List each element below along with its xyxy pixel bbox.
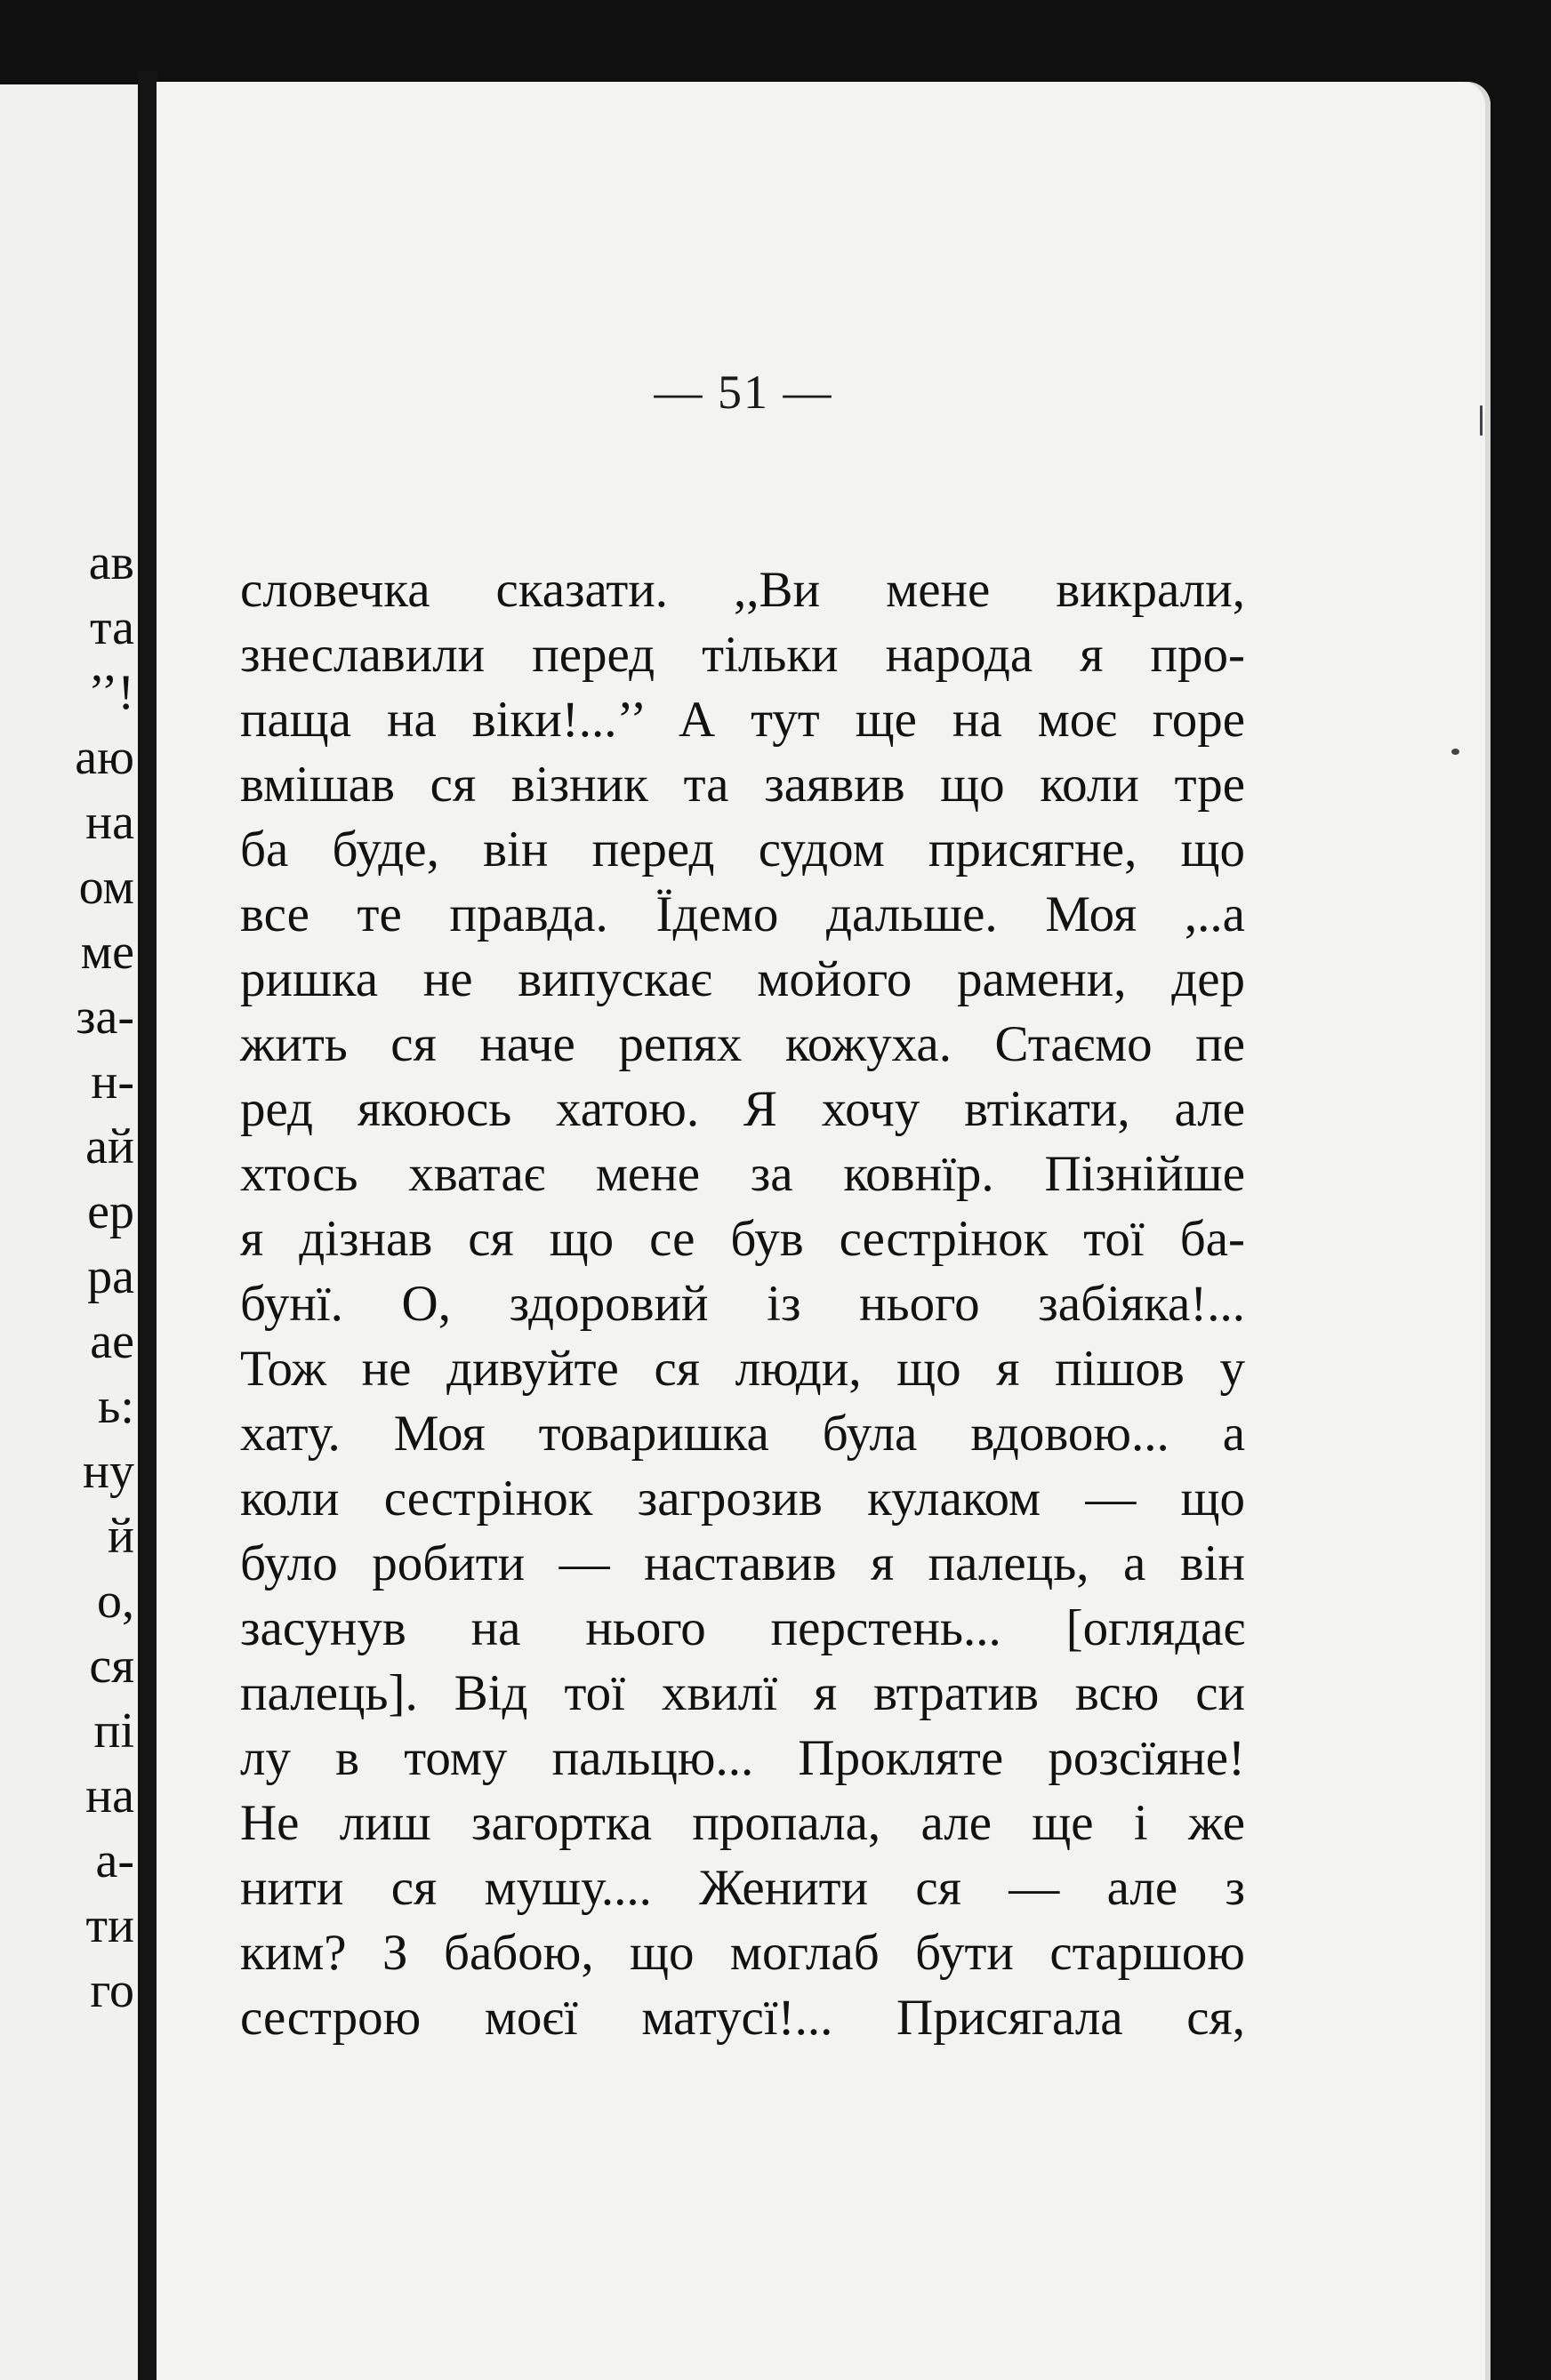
text-line: хтось хватає мене за ковнїр. Пізнійше <box>240 1146 1245 1202</box>
left-page-fragment <box>0 84 138 2380</box>
left-page-line: ай <box>85 1119 134 1174</box>
left-page-line: ра <box>87 1249 134 1304</box>
left-page-line: й <box>108 1509 134 1564</box>
left-page-line: ’’! <box>88 665 134 720</box>
left-page-line: ае <box>90 1314 134 1369</box>
left-page-line: а- <box>95 1833 134 1888</box>
left-page-line: ь: <box>97 1379 134 1434</box>
text-line: хату. Моя товаришка була вдовою... а <box>240 1406 1245 1462</box>
text-line: нити ся мушу.... Женити ся — але з <box>240 1860 1245 1916</box>
text-line: паща на віки!...’’ А тут ще на моє горе <box>240 692 1245 748</box>
text-line: засунув на нього перстень... [оглядає <box>240 1600 1245 1656</box>
page-body-text <box>240 557 1245 2050</box>
left-page-line: на <box>85 1768 134 1823</box>
book-page <box>157 82 1491 2380</box>
left-page-text <box>0 84 138 2380</box>
left-page-line: за- <box>76 990 134 1045</box>
left-page-line: аю <box>75 730 134 785</box>
text-line: бунї. О, здоровий із нього забіяка!... <box>240 1276 1245 1332</box>
text-line: все те правда. Їдемо дальше. Моя ,..а <box>240 886 1245 942</box>
left-page-line: го <box>90 1963 134 2018</box>
text-line: ба буде, він перед судом присягне, що <box>240 821 1245 877</box>
left-page-line: ом <box>78 860 134 915</box>
text-line: ришка не випускає мойого рамени, дер <box>240 951 1245 1007</box>
text-line: палець]. Від тої хвилї я втратив всю си <box>240 1665 1245 1721</box>
text-line: вмішав ся візник та заявив що коли тре <box>240 757 1245 813</box>
text-line: лу в тому пальцю... Прокляте розсїяне! <box>240 1730 1245 1786</box>
text-line: я дізнав ся що се був сестрінок тої ба- <box>240 1211 1245 1267</box>
text-line: сестрою моєї матусї!... Присягала ся, <box>240 1990 1245 2046</box>
page-number: — 51 — <box>654 365 833 419</box>
left-page-line: ну <box>83 1444 134 1499</box>
text-line: Тож не дивуйте ся люди, що я пішов у <box>240 1341 1245 1397</box>
text-line: словечка сказати. ,,Ви мене викрали, <box>240 562 1245 618</box>
left-page-line: пі <box>93 1703 134 1759</box>
text-line: жить ся наче репях кожуха. Стаємо пе <box>240 1016 1245 1072</box>
text-line: було робити — наставив я палець, а він <box>240 1535 1245 1591</box>
left-page-line: о, <box>97 1574 134 1629</box>
text-line: Не лиш загортка пропала, але ще і же <box>240 1795 1245 1851</box>
left-page-line: ме <box>80 925 134 980</box>
left-page-line: ся <box>89 1639 134 1694</box>
page-speck <box>1451 749 1459 755</box>
text-line: ким? З бабою, що моглаб бути старшою <box>240 1925 1245 1981</box>
left-page-line: ти <box>85 1898 134 1953</box>
left-page-line: н- <box>91 1054 134 1110</box>
left-page-line: ав <box>88 535 134 590</box>
left-page-line: та <box>89 600 134 655</box>
left-page-line: на <box>85 795 134 850</box>
page-speck <box>1480 405 1483 436</box>
text-line: ред якоюсь хатою. Я хочу втікати, але <box>240 1081 1245 1137</box>
book-gutter <box>138 71 157 2380</box>
text-line: коли сестрінок загрозив кулаком — що <box>240 1470 1245 1527</box>
left-page-line: ер <box>87 1184 134 1239</box>
text-line: знеславили перед тільки народа я про- <box>240 627 1245 683</box>
